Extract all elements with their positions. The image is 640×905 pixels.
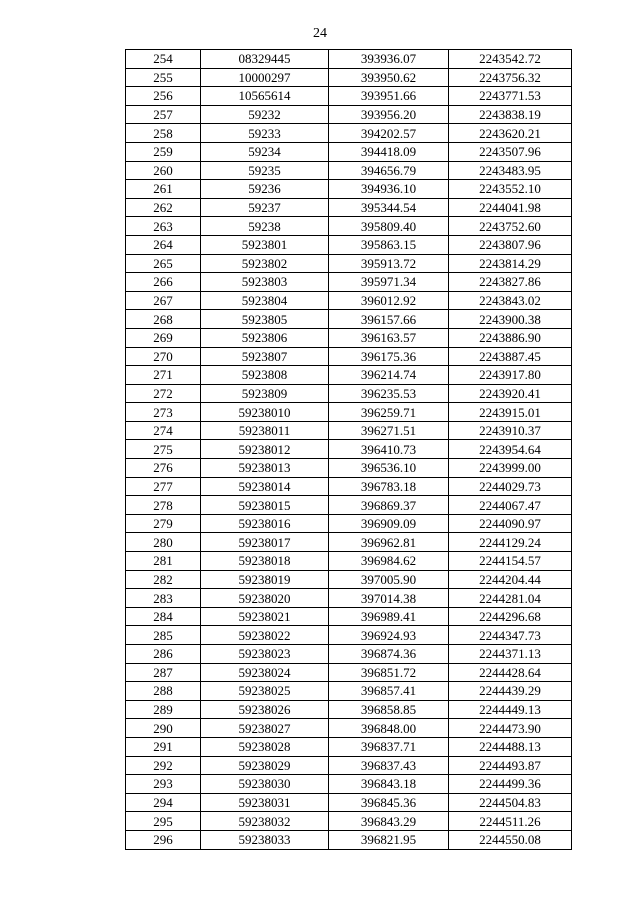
x-coordinate-cell: 396259.71 bbox=[329, 403, 449, 422]
table-row bbox=[126, 87, 572, 106]
x-coordinate-cell: 396410.73 bbox=[329, 440, 449, 459]
row-number-cell: 292 bbox=[126, 756, 201, 775]
row-number-cell: 286 bbox=[126, 645, 201, 664]
table-row bbox=[126, 477, 572, 496]
row-number-cell: 277 bbox=[126, 477, 201, 496]
table-row bbox=[126, 496, 572, 515]
page-number: 24 bbox=[313, 26, 327, 41]
point-id-cell: 59238030 bbox=[201, 775, 329, 794]
x-coordinate-cell: 396843.29 bbox=[329, 812, 449, 831]
table-row bbox=[126, 105, 572, 124]
y-coordinate-cell: 2243954.64 bbox=[449, 440, 572, 459]
row-number-cell: 279 bbox=[126, 514, 201, 533]
table-row bbox=[126, 291, 572, 310]
point-id-cell: 59238018 bbox=[201, 552, 329, 571]
table-row bbox=[126, 570, 572, 589]
table-row bbox=[126, 403, 572, 422]
point-id-cell: 10565614 bbox=[201, 87, 329, 106]
table-row bbox=[126, 142, 572, 161]
y-coordinate-cell: 2243756.32 bbox=[449, 68, 572, 87]
y-coordinate-cell: 2243542.72 bbox=[449, 50, 572, 69]
row-number-cell: 272 bbox=[126, 384, 201, 403]
row-number-cell: 267 bbox=[126, 291, 201, 310]
row-number-cell: 289 bbox=[126, 700, 201, 719]
point-id-cell: 5923801 bbox=[201, 235, 329, 254]
table-row bbox=[126, 50, 572, 69]
point-id-cell: 59238025 bbox=[201, 682, 329, 701]
table-row bbox=[126, 607, 572, 626]
row-number-cell: 278 bbox=[126, 496, 201, 515]
row-number-cell: 259 bbox=[126, 142, 201, 161]
x-coordinate-cell: 394656.79 bbox=[329, 161, 449, 180]
x-coordinate-cell: 396989.41 bbox=[329, 607, 449, 626]
y-coordinate-cell: 2244499.36 bbox=[449, 775, 572, 794]
y-coordinate-cell: 2244041.98 bbox=[449, 198, 572, 217]
row-number-cell: 287 bbox=[126, 663, 201, 682]
y-coordinate-cell: 2243999.00 bbox=[449, 459, 572, 478]
x-coordinate-cell: 396175.36 bbox=[329, 347, 449, 366]
y-coordinate-cell: 2244371.13 bbox=[449, 645, 572, 664]
table-row bbox=[126, 589, 572, 608]
y-coordinate-cell: 2244029.73 bbox=[449, 477, 572, 496]
y-coordinate-cell: 2243552.10 bbox=[449, 180, 572, 199]
x-coordinate-cell: 395863.15 bbox=[329, 235, 449, 254]
y-coordinate-cell: 2243752.60 bbox=[449, 217, 572, 236]
point-id-cell: 59238029 bbox=[201, 756, 329, 775]
table-row bbox=[126, 793, 572, 812]
point-id-cell: 59238027 bbox=[201, 719, 329, 738]
row-number-cell: 263 bbox=[126, 217, 201, 236]
point-id-cell: 59238022 bbox=[201, 626, 329, 645]
x-coordinate-cell: 394202.57 bbox=[329, 124, 449, 143]
x-coordinate-cell: 393950.62 bbox=[329, 68, 449, 87]
row-number-cell: 294 bbox=[126, 793, 201, 812]
y-coordinate-cell: 2243886.90 bbox=[449, 328, 572, 347]
y-coordinate-cell: 2244493.87 bbox=[449, 756, 572, 775]
point-id-cell: 59238031 bbox=[201, 793, 329, 812]
point-id-cell: 59238033 bbox=[201, 830, 329, 849]
row-number-cell: 282 bbox=[126, 570, 201, 589]
table-row bbox=[126, 737, 572, 756]
table-row bbox=[126, 310, 572, 329]
table-row bbox=[126, 775, 572, 794]
point-id-cell: 59238017 bbox=[201, 533, 329, 552]
x-coordinate-cell: 395971.34 bbox=[329, 273, 449, 292]
x-coordinate-cell: 396851.72 bbox=[329, 663, 449, 682]
point-id-cell: 5923803 bbox=[201, 273, 329, 292]
y-coordinate-cell: 2244154.57 bbox=[449, 552, 572, 571]
x-coordinate-cell: 396214.74 bbox=[329, 366, 449, 385]
point-id-cell: 59238032 bbox=[201, 812, 329, 831]
y-coordinate-cell: 2244204.44 bbox=[449, 570, 572, 589]
y-coordinate-cell: 2244439.29 bbox=[449, 682, 572, 701]
point-id-cell: 59232 bbox=[201, 105, 329, 124]
table-row bbox=[126, 663, 572, 682]
row-number-cell: 288 bbox=[126, 682, 201, 701]
point-id-cell: 5923808 bbox=[201, 366, 329, 385]
point-id-cell: 5923805 bbox=[201, 310, 329, 329]
x-coordinate-cell: 396837.71 bbox=[329, 737, 449, 756]
row-number-cell: 271 bbox=[126, 366, 201, 385]
point-id-cell: 5923809 bbox=[201, 384, 329, 403]
row-number-cell: 260 bbox=[126, 161, 201, 180]
x-coordinate-cell: 396858.85 bbox=[329, 700, 449, 719]
y-coordinate-cell: 2244449.13 bbox=[449, 700, 572, 719]
y-coordinate-cell: 2244504.83 bbox=[449, 793, 572, 812]
table-row bbox=[126, 440, 572, 459]
point-id-cell: 59238021 bbox=[201, 607, 329, 626]
y-coordinate-cell: 2244550.08 bbox=[449, 830, 572, 849]
table-row bbox=[126, 812, 572, 831]
row-number-cell: 285 bbox=[126, 626, 201, 645]
x-coordinate-cell: 396163.57 bbox=[329, 328, 449, 347]
point-id-cell: 59238024 bbox=[201, 663, 329, 682]
table-row bbox=[126, 161, 572, 180]
x-coordinate-cell: 396271.51 bbox=[329, 421, 449, 440]
table-row bbox=[126, 421, 572, 440]
point-id-cell: 10000297 bbox=[201, 68, 329, 87]
y-coordinate-cell: 2243917.80 bbox=[449, 366, 572, 385]
table-row bbox=[126, 552, 572, 571]
x-coordinate-cell: 393951.66 bbox=[329, 87, 449, 106]
coordinates-table bbox=[125, 49, 572, 850]
point-id-cell: 5923807 bbox=[201, 347, 329, 366]
coordinates-table-body bbox=[126, 50, 572, 850]
table-row bbox=[126, 347, 572, 366]
table-row bbox=[126, 68, 572, 87]
y-coordinate-cell: 2243900.38 bbox=[449, 310, 572, 329]
x-coordinate-cell: 393956.20 bbox=[329, 105, 449, 124]
point-id-cell: 59238019 bbox=[201, 570, 329, 589]
row-number-cell: 269 bbox=[126, 328, 201, 347]
x-coordinate-cell: 396869.37 bbox=[329, 496, 449, 515]
y-coordinate-cell: 2243771.53 bbox=[449, 87, 572, 106]
x-coordinate-cell: 396848.00 bbox=[329, 719, 449, 738]
y-coordinate-cell: 2243507.96 bbox=[449, 142, 572, 161]
row-number-cell: 276 bbox=[126, 459, 201, 478]
y-coordinate-cell: 2243838.19 bbox=[449, 105, 572, 124]
x-coordinate-cell: 396157.66 bbox=[329, 310, 449, 329]
y-coordinate-cell: 2243920.41 bbox=[449, 384, 572, 403]
y-coordinate-cell: 2244090.97 bbox=[449, 514, 572, 533]
row-number-cell: 275 bbox=[126, 440, 201, 459]
table-row bbox=[126, 384, 572, 403]
table-row bbox=[126, 124, 572, 143]
x-coordinate-cell: 396821.95 bbox=[329, 830, 449, 849]
y-coordinate-cell: 2244511.26 bbox=[449, 812, 572, 831]
x-coordinate-cell: 396962.81 bbox=[329, 533, 449, 552]
table-row bbox=[126, 198, 572, 217]
row-number-cell: 256 bbox=[126, 87, 201, 106]
point-id-cell: 59236 bbox=[201, 180, 329, 199]
row-number-cell: 281 bbox=[126, 552, 201, 571]
x-coordinate-cell: 396909.09 bbox=[329, 514, 449, 533]
y-coordinate-cell: 2243910.37 bbox=[449, 421, 572, 440]
row-number-cell: 295 bbox=[126, 812, 201, 831]
table-row bbox=[126, 217, 572, 236]
table-row bbox=[126, 235, 572, 254]
point-id-cell: 59238016 bbox=[201, 514, 329, 533]
table-row bbox=[126, 459, 572, 478]
row-number-cell: 266 bbox=[126, 273, 201, 292]
row-number-cell: 283 bbox=[126, 589, 201, 608]
point-id-cell: 59238011 bbox=[201, 421, 329, 440]
point-id-cell: 59238013 bbox=[201, 459, 329, 478]
row-number-cell: 262 bbox=[126, 198, 201, 217]
x-coordinate-cell: 396235.53 bbox=[329, 384, 449, 403]
x-coordinate-cell: 397005.90 bbox=[329, 570, 449, 589]
row-number-cell: 265 bbox=[126, 254, 201, 273]
y-coordinate-cell: 2244281.04 bbox=[449, 589, 572, 608]
table-row bbox=[126, 700, 572, 719]
table-row bbox=[126, 180, 572, 199]
row-number-cell: 274 bbox=[126, 421, 201, 440]
point-id-cell: 59238023 bbox=[201, 645, 329, 664]
y-coordinate-cell: 2243483.95 bbox=[449, 161, 572, 180]
x-coordinate-cell: 394936.10 bbox=[329, 180, 449, 199]
table-row bbox=[126, 719, 572, 738]
row-number-cell: 254 bbox=[126, 50, 201, 69]
x-coordinate-cell: 396874.36 bbox=[329, 645, 449, 664]
x-coordinate-cell: 393936.07 bbox=[329, 50, 449, 69]
table-row bbox=[126, 366, 572, 385]
row-number-cell: 261 bbox=[126, 180, 201, 199]
point-id-cell: 59238026 bbox=[201, 700, 329, 719]
x-coordinate-cell: 396783.18 bbox=[329, 477, 449, 496]
row-number-cell: 264 bbox=[126, 235, 201, 254]
point-id-cell: 59238020 bbox=[201, 589, 329, 608]
x-coordinate-cell: 396843.18 bbox=[329, 775, 449, 794]
row-number-cell: 273 bbox=[126, 403, 201, 422]
row-number-cell: 257 bbox=[126, 105, 201, 124]
point-id-cell: 59238012 bbox=[201, 440, 329, 459]
row-number-cell: 284 bbox=[126, 607, 201, 626]
table-row bbox=[126, 626, 572, 645]
row-number-cell: 268 bbox=[126, 310, 201, 329]
table-row bbox=[126, 328, 572, 347]
x-coordinate-cell: 396536.10 bbox=[329, 459, 449, 478]
y-coordinate-cell: 2243915.01 bbox=[449, 403, 572, 422]
point-id-cell: 59235 bbox=[201, 161, 329, 180]
row-number-cell: 270 bbox=[126, 347, 201, 366]
y-coordinate-cell: 2243814.29 bbox=[449, 254, 572, 273]
row-number-cell: 293 bbox=[126, 775, 201, 794]
x-coordinate-cell: 395344.54 bbox=[329, 198, 449, 217]
row-number-cell: 255 bbox=[126, 68, 201, 87]
x-coordinate-cell: 396012.92 bbox=[329, 291, 449, 310]
table-row bbox=[126, 273, 572, 292]
x-coordinate-cell: 395809.40 bbox=[329, 217, 449, 236]
y-coordinate-cell: 2244296.68 bbox=[449, 607, 572, 626]
y-coordinate-cell: 2243827.86 bbox=[449, 273, 572, 292]
y-coordinate-cell: 2243620.21 bbox=[449, 124, 572, 143]
row-number-cell: 296 bbox=[126, 830, 201, 849]
x-coordinate-cell: 396857.41 bbox=[329, 682, 449, 701]
point-id-cell: 08329445 bbox=[201, 50, 329, 69]
point-id-cell: 59233 bbox=[201, 124, 329, 143]
x-coordinate-cell: 394418.09 bbox=[329, 142, 449, 161]
point-id-cell: 5923806 bbox=[201, 328, 329, 347]
point-id-cell: 59234 bbox=[201, 142, 329, 161]
point-id-cell: 59237 bbox=[201, 198, 329, 217]
y-coordinate-cell: 2244473.90 bbox=[449, 719, 572, 738]
table-row bbox=[126, 645, 572, 664]
table-row bbox=[126, 514, 572, 533]
point-id-cell: 59238014 bbox=[201, 477, 329, 496]
y-coordinate-cell: 2243807.96 bbox=[449, 235, 572, 254]
y-coordinate-cell: 2244428.64 bbox=[449, 663, 572, 682]
table-row bbox=[126, 756, 572, 775]
point-id-cell: 5923802 bbox=[201, 254, 329, 273]
y-coordinate-cell: 2244129.24 bbox=[449, 533, 572, 552]
row-number-cell: 290 bbox=[126, 719, 201, 738]
y-coordinate-cell: 2243843.02 bbox=[449, 291, 572, 310]
row-number-cell: 280 bbox=[126, 533, 201, 552]
point-id-cell: 59238010 bbox=[201, 403, 329, 422]
point-id-cell: 5923804 bbox=[201, 291, 329, 310]
row-number-cell: 258 bbox=[126, 124, 201, 143]
x-coordinate-cell: 395913.72 bbox=[329, 254, 449, 273]
x-coordinate-cell: 396845.36 bbox=[329, 793, 449, 812]
point-id-cell: 59238028 bbox=[201, 737, 329, 756]
table-row bbox=[126, 682, 572, 701]
x-coordinate-cell: 396984.62 bbox=[329, 552, 449, 571]
row-number-cell: 291 bbox=[126, 737, 201, 756]
y-coordinate-cell: 2244488.13 bbox=[449, 737, 572, 756]
x-coordinate-cell: 397014.38 bbox=[329, 589, 449, 608]
y-coordinate-cell: 2244067.47 bbox=[449, 496, 572, 515]
table-row bbox=[126, 533, 572, 552]
table-row bbox=[126, 254, 572, 273]
y-coordinate-cell: 2243887.45 bbox=[449, 347, 572, 366]
point-id-cell: 59238 bbox=[201, 217, 329, 236]
y-coordinate-cell: 2244347.73 bbox=[449, 626, 572, 645]
point-id-cell: 59238015 bbox=[201, 496, 329, 515]
table-row bbox=[126, 830, 572, 849]
x-coordinate-cell: 396924.93 bbox=[329, 626, 449, 645]
x-coordinate-cell: 396837.43 bbox=[329, 756, 449, 775]
